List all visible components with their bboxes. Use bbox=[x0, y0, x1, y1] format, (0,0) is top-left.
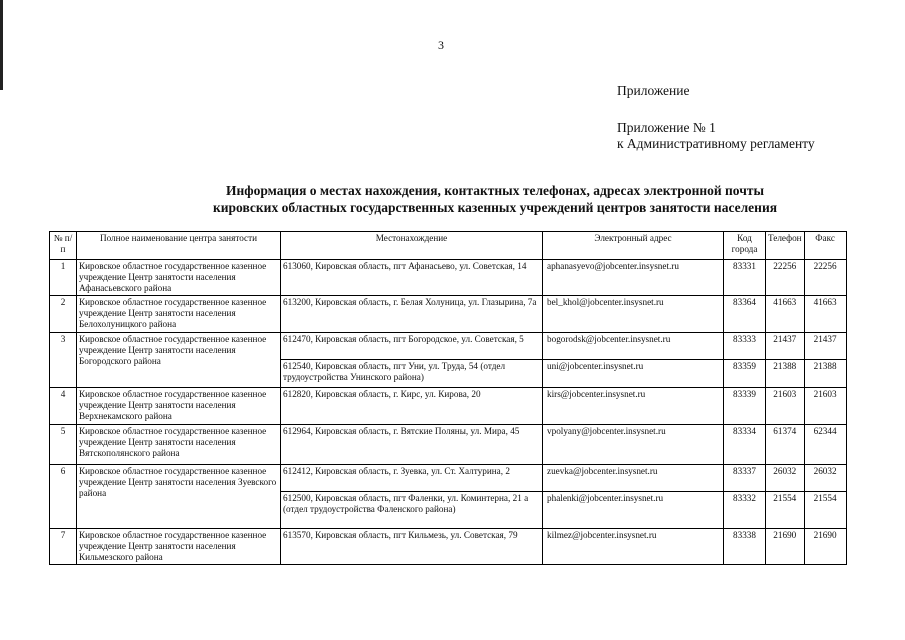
office-location: 612540, Кировская область, пгт Уни, ул. Труда, 54 (отдел трудоустройства Унинского района) bbox=[281, 360, 543, 388]
phone-number: 26032 bbox=[766, 465, 805, 492]
center-name: Кировское областное государственное казенное учреждение Центр занятости населения Кильмезского района bbox=[77, 529, 281, 565]
office-location: 612964, Кировская область, г. Вятские Поляны, ул. Мира, 45 bbox=[281, 425, 543, 465]
city-code: 83332 bbox=[724, 492, 766, 529]
header-fax: Факс bbox=[804, 232, 846, 260]
appendix-line-1: Приложение № 1 bbox=[617, 120, 716, 135]
header-phone: Телефон bbox=[766, 232, 805, 260]
city-code: 83364 bbox=[724, 296, 766, 333]
table-row bbox=[50, 260, 847, 296]
table-row bbox=[50, 529, 847, 565]
city-code: 83338 bbox=[724, 529, 766, 565]
title-line-2: кировских областных государственных казенных учреждений центров занятости населения bbox=[212, 200, 778, 215]
office-location: 612500, Кировская область, пгт Фаленки, ул. Коминтерна, 21 а (отдел трудоустройства Фаленского района) bbox=[281, 492, 543, 529]
table-row bbox=[50, 296, 847, 333]
phone-number: 61374 bbox=[766, 425, 805, 465]
employment-centers-table bbox=[49, 231, 847, 565]
row-number: 1 bbox=[50, 260, 77, 296]
office-location: 613200, Кировская область, г. Белая Холуница, ул. Глазырина, 7а bbox=[281, 296, 543, 333]
title-line-1: Информация о местах нахождения, контактных телефонах, адресах электронной почты bbox=[226, 183, 764, 198]
table-header-row bbox=[50, 232, 847, 260]
fax-number: 21437 bbox=[804, 333, 846, 360]
fax-number: 21690 bbox=[804, 529, 846, 565]
fax-number: 26032 bbox=[804, 465, 846, 492]
office-email: kilmez@jobcenter.insysnet.ru bbox=[543, 529, 724, 565]
fax-number: 41663 bbox=[804, 296, 846, 333]
office-email: zuevka@jobcenter.insysnet.ru bbox=[543, 465, 724, 492]
fax-number: 21388 bbox=[804, 360, 846, 388]
appendix-reference bbox=[617, 120, 815, 152]
office-location: 613060, Кировская область, пгт Афанасьево, ул. Советская, 14 bbox=[281, 260, 543, 296]
table-row bbox=[50, 425, 847, 465]
table-row bbox=[50, 388, 847, 425]
fax-number: 62344 bbox=[804, 425, 846, 465]
office-email: uni@jobcenter.insysnet.ru bbox=[543, 360, 724, 388]
row-number: 3 bbox=[50, 333, 77, 388]
header-name: Полное наименование центра занятости bbox=[77, 232, 281, 260]
phone-number: 41663 bbox=[766, 296, 805, 333]
header-num: № п/п bbox=[50, 232, 77, 260]
appendix-header: Приложение bbox=[617, 83, 690, 98]
city-code: 83337 bbox=[724, 465, 766, 492]
table-row bbox=[50, 333, 847, 360]
row-number: 2 bbox=[50, 296, 77, 333]
office-location: 613570, Кировская область, пгт Кильмезь, ул. Советская, 79 bbox=[281, 529, 543, 565]
scan-edge-mark bbox=[0, 0, 3, 90]
header-location: Местонахождение bbox=[281, 232, 543, 260]
row-number: 4 bbox=[50, 388, 77, 425]
center-name: Кировское областное государственное казенное учреждение Центр занятости населения Зуевского района bbox=[77, 465, 281, 529]
phone-number: 21690 bbox=[766, 529, 805, 565]
office-location: 612412, Кировская область, г. Зуевка, ул. Ст. Халтурина, 2 bbox=[281, 465, 543, 492]
center-name: Кировское областное государственное казенное учреждение Центр занятости населения Белохолуницкого района bbox=[77, 296, 281, 333]
phone-number: 21388 bbox=[766, 360, 805, 388]
city-code: 83359 bbox=[724, 360, 766, 388]
phone-number: 21554 bbox=[766, 492, 805, 529]
office-location: 612470, Кировская область, пгт Богородское, ул. Советская, 5 bbox=[281, 333, 543, 360]
fax-number: 21603 bbox=[804, 388, 846, 425]
table-row bbox=[50, 465, 847, 492]
fax-number: 22256 bbox=[804, 260, 846, 296]
city-code: 83339 bbox=[724, 388, 766, 425]
row-number: 7 bbox=[50, 529, 77, 565]
center-name: Кировское областное государственное казенное учреждение Центр занятости населения Афанасьевского района bbox=[77, 260, 281, 296]
appendix-line-2: к Административному регламенту bbox=[617, 136, 815, 151]
office-email: aphanasyevo@jobcenter.insysnet.ru bbox=[543, 260, 724, 296]
header-code: Код города bbox=[724, 232, 766, 260]
city-code: 83331 bbox=[724, 260, 766, 296]
office-email: phalenki@jobcenter.insysnet.ru bbox=[543, 492, 724, 529]
phone-number: 22256 bbox=[766, 260, 805, 296]
fax-number: 21554 bbox=[804, 492, 846, 529]
office-location: 612820, Кировская область, г. Кирс, ул. Кирова, 20 bbox=[281, 388, 543, 425]
document-title bbox=[40, 182, 905, 216]
center-name: Кировское областное государственное казенное учреждение Центр занятости населения Верхнекамского района bbox=[77, 388, 281, 425]
office-email: bel_khol@jobcenter.insysnet.ru bbox=[543, 296, 724, 333]
office-email: kirs@jobcenter.insysnet.ru bbox=[543, 388, 724, 425]
row-number: 6 bbox=[50, 465, 77, 529]
row-number: 5 bbox=[50, 425, 77, 465]
phone-number: 21437 bbox=[766, 333, 805, 360]
page-number: 3 bbox=[438, 38, 444, 52]
city-code: 83333 bbox=[724, 333, 766, 360]
office-email: bogorodsk@jobcenter.insysnet.ru bbox=[543, 333, 724, 360]
phone-number: 21603 bbox=[766, 388, 805, 425]
header-email: Электронный адрес bbox=[543, 232, 724, 260]
center-name: Кировское областное государственное казенное учреждение Центр занятости населения Вятскополянского района bbox=[77, 425, 281, 465]
center-name: Кировское областное государственное казенное учреждение Центр занятости населения Богородского района bbox=[77, 333, 281, 388]
city-code: 83334 bbox=[724, 425, 766, 465]
office-email: vpolyany@jobcenter.insysnet.ru bbox=[543, 425, 724, 465]
